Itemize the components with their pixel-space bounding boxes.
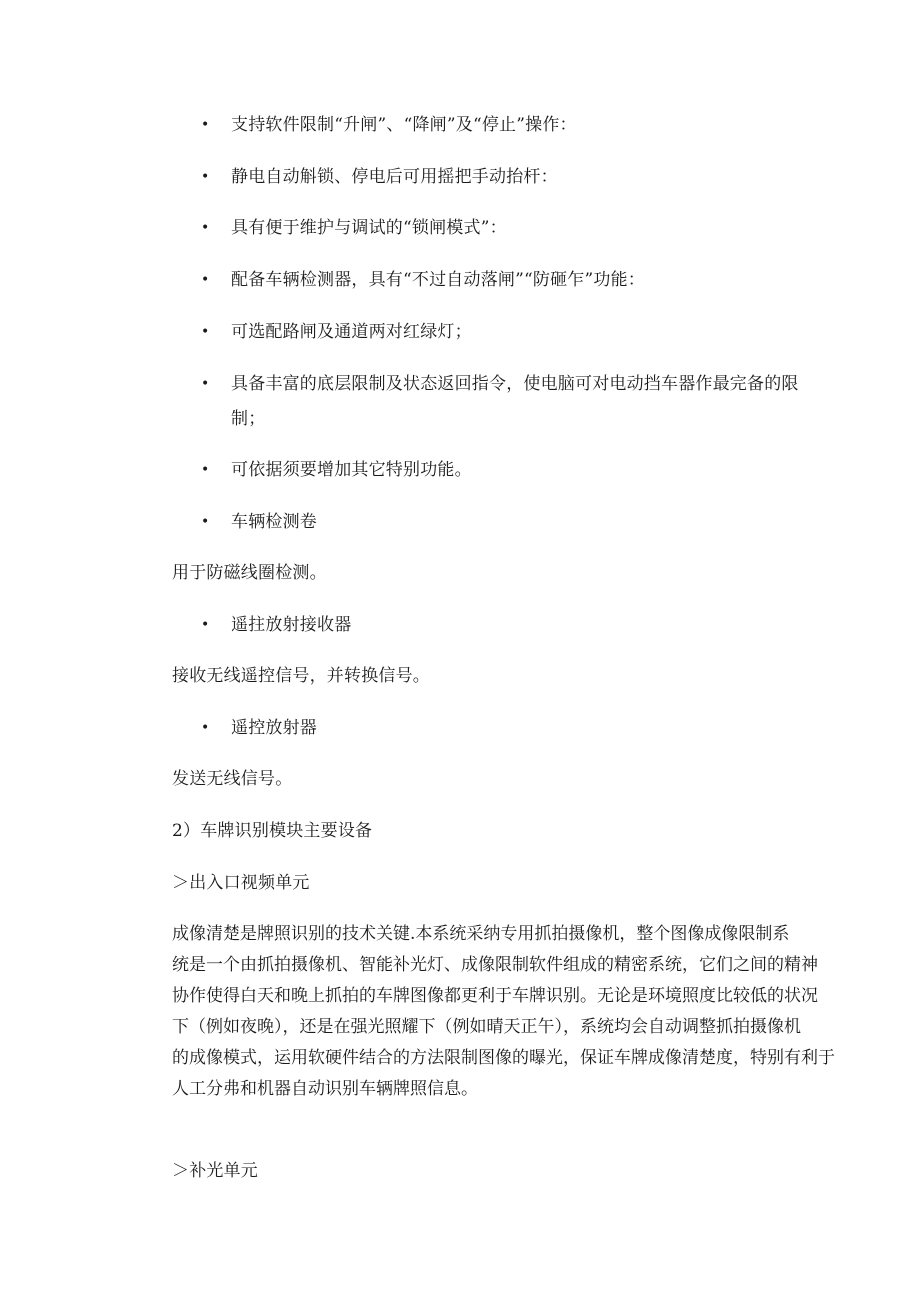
bullet-marker: • bbox=[201, 514, 210, 530]
bullet-marker: • bbox=[201, 117, 210, 133]
bullet-marker: • bbox=[201, 720, 210, 736]
paragraph-line: 统是一个由抓拍摄像机、智能补光灯、成像限制软件组成的精密系统，它们之间的精神 bbox=[172, 955, 818, 975]
paragraph-line: 下（例如夜晚），还是在强光照耀下（例如晴天正午），系统均会自动调整抓拍摄像机 bbox=[172, 1017, 801, 1037]
section-heading: 2）车牌识别模块主要设备 bbox=[172, 821, 373, 841]
bullet-item-auto-unlock: 静电自动斛锁、停电后可用摇把手动抬杆： bbox=[231, 167, 558, 187]
bullet-marker: • bbox=[201, 462, 210, 478]
bullet-item-software-control: 支持软件限制“升闸”、“降闸”及“停止”操作： bbox=[231, 115, 577, 135]
bullet-item-lock-mode: 具有便于维护与调试的“锁闸模式”： bbox=[231, 218, 507, 238]
bullet-item-remote-receiver: 遥拄放射接收器 bbox=[231, 615, 352, 635]
paragraph-imaging bbox=[172, 919, 835, 1105]
sub-heading-light-unit: ＞补光单元 bbox=[172, 1161, 258, 1181]
paragraph-line: 成像清楚是牌照识别的技术关键.本系统采纳专用抓拍摄像机，整个图像成像限制系 bbox=[172, 924, 790, 944]
bullet-item-special-functions: 可依据须要增加其它特别功能。 bbox=[231, 460, 472, 480]
bullet-marker: • bbox=[201, 376, 210, 392]
paragraph-line: 的成像模式，运用软硬件结合的方法限制图像的曝光，保证车牌成像清楚度，特别有利于 bbox=[172, 1048, 835, 1068]
bullet-marker: • bbox=[201, 617, 210, 633]
bullet-item-vehicle-detector: 配备车辆检测器，具有“不过自动落闸”“防砸乍”功能： bbox=[231, 270, 645, 290]
bullet-marker: • bbox=[201, 169, 210, 185]
bullet-item-control-commands: 具备丰富的底层限制及状态返回指令，使电脑可对电动挡车器作最完备的限 bbox=[231, 374, 799, 394]
bullet-item-traffic-lights: 可选配路闸及通道两对红绿灯； bbox=[231, 322, 472, 342]
sub-heading-video-unit: ＞出入口视频单元 bbox=[172, 873, 310, 893]
bullet-marker: • bbox=[201, 324, 210, 340]
description-remote-transmitter: 发送无线信号。 bbox=[172, 769, 293, 789]
bullet-marker: • bbox=[201, 272, 210, 288]
description-remote-receiver: 接收无线遥控信号，并转换信号。 bbox=[172, 666, 430, 686]
bullet-marker: • bbox=[201, 220, 210, 236]
bullet-item-detection-coil: 车辆检测卷 bbox=[231, 512, 317, 532]
description-detection-coil: 用于防磁线圈检测。 bbox=[172, 563, 327, 583]
bullet-item-remote-transmitter: 遥控放射器 bbox=[231, 718, 317, 738]
bullet-item-control-commands-continued: 制； bbox=[231, 409, 266, 429]
paragraph-line: 协作使得白天和晚上抓拍的车牌图像都更利于车牌识别。无论是环境照度比较低的状况 bbox=[172, 986, 818, 1006]
paragraph-line: 人工分弗和机器自动识别车辆牌照信息。 bbox=[172, 1079, 478, 1099]
